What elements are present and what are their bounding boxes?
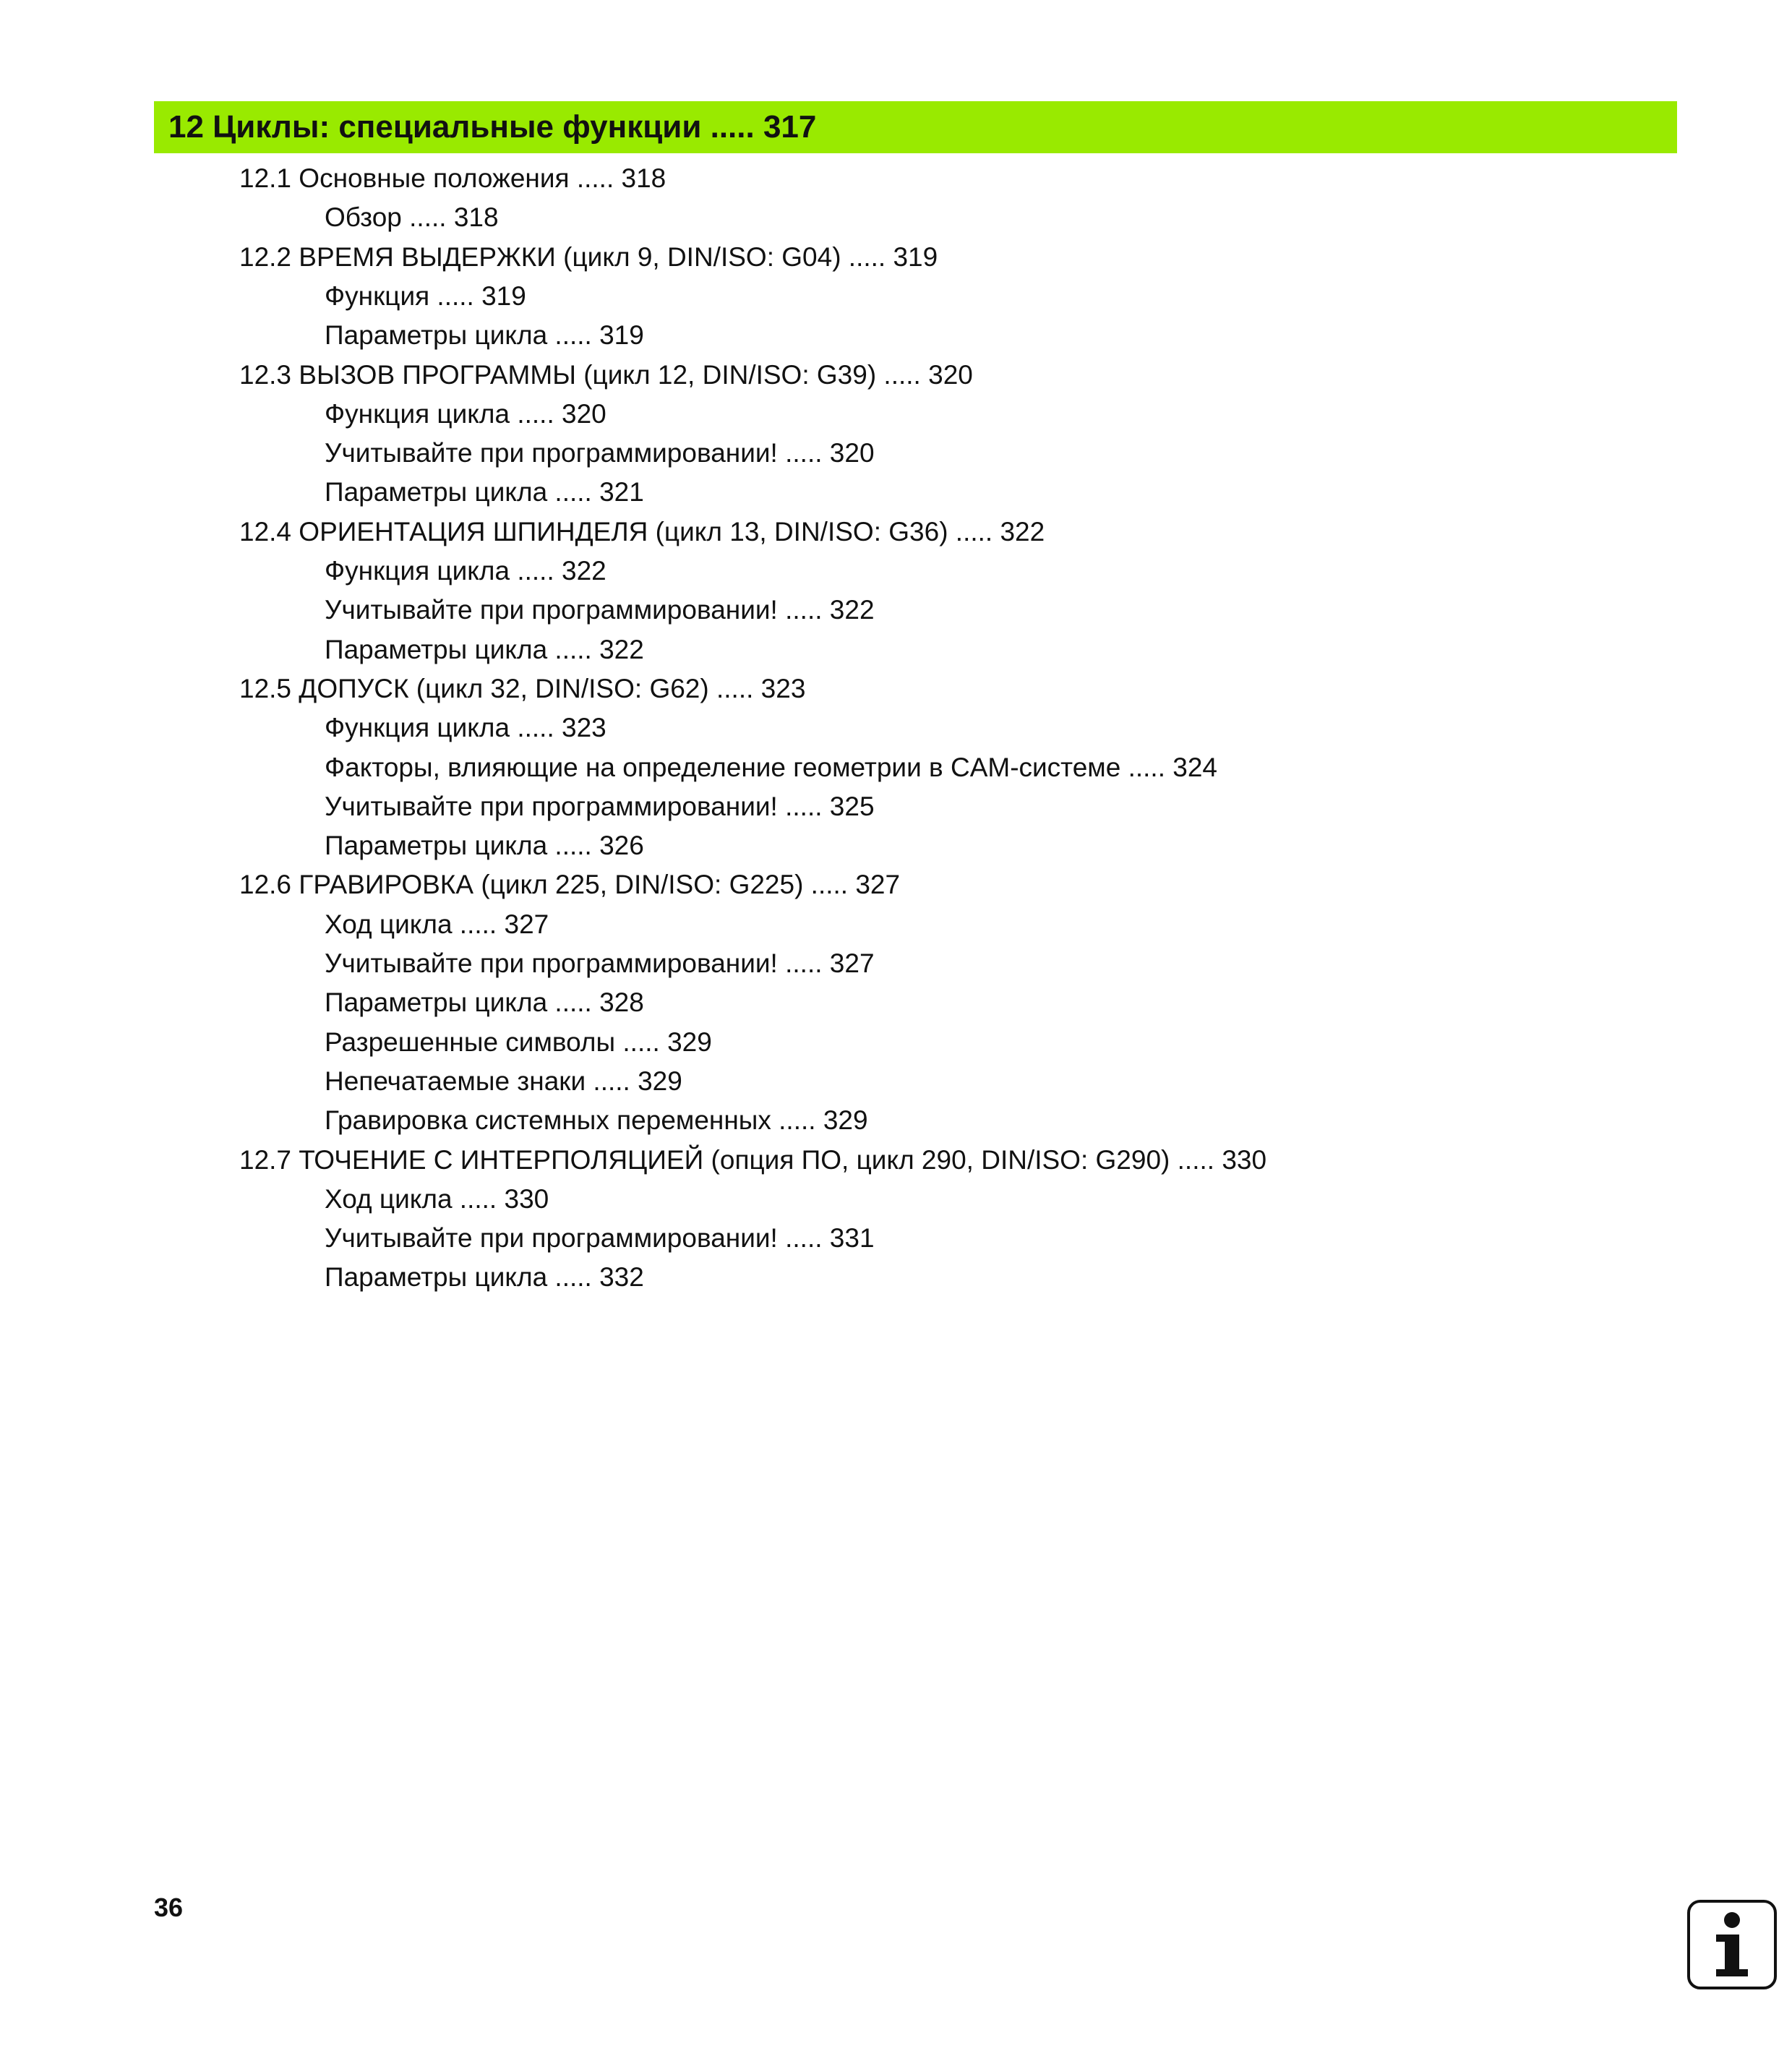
toc-subsection-entry[interactable]: Учитывайте при программировании! ..... 322 xyxy=(325,595,875,625)
toc-subsection-entry[interactable]: Ход цикла ..... 327 xyxy=(325,909,549,939)
toc-subsection-entry[interactable]: Функция ..... 319 xyxy=(325,280,526,311)
toc-section-entry[interactable]: 12.3 ВЫЗОВ ПРОГРАММЫ (цикл 12, DIN/ISO: G39) ..... 320 xyxy=(239,359,973,390)
toc-subsection-entry[interactable]: Разрешенные символы ..... 329 xyxy=(325,1027,712,1057)
toc-subsection-entry[interactable]: Параметры цикла ..... 321 xyxy=(325,477,644,507)
toc-subsection-entry[interactable]: Учитывайте при программировании! ..... 325 xyxy=(325,791,875,821)
toc-subsection-entry[interactable]: Ход цикла ..... 330 xyxy=(325,1183,549,1214)
toc-subsection-entry[interactable]: Гравировка системных переменных ..... 329 xyxy=(325,1105,868,1136)
toc-subsection-entry[interactable]: Параметры цикла ..... 322 xyxy=(325,634,644,664)
toc-subsection-entry[interactable]: Параметры цикла ..... 332 xyxy=(325,1262,644,1293)
toc-section-entry[interactable]: 12.4 ОРИЕНТАЦИЯ ШПИНДЕЛЯ (цикл 13, DIN/ISO: G36) ..... 322 xyxy=(239,516,1045,547)
chapter-heading-bar xyxy=(154,101,1677,153)
toc-subsection-entry[interactable]: Функция цикла ..... 322 xyxy=(325,556,606,586)
toc-section-entry[interactable]: 12.7 ТОЧЕНИЕ С ИНТЕРПОЛЯЦИЕЙ (опция ПО, цикл 290, DIN/ISO: G290) ..... 330 xyxy=(239,1144,1267,1175)
toc-section-entry[interactable]: 12.2 ВРЕМЯ ВЫДЕРЖКИ (цикл 9, DIN/ISO: G04) ..... 319 xyxy=(239,241,938,272)
toc-subsection-entry[interactable]: Параметры цикла ..... 326 xyxy=(325,831,644,861)
toc-subsection-entry[interactable]: Факторы, влияющие на определение геометрии в CAM-системе ..... 324 xyxy=(325,752,1218,782)
toc-section-entry[interactable]: 12.1 Основные положения ..... 318 xyxy=(239,163,666,193)
toc-subsection-entry[interactable]: Учитывайте при программировании! ..... 331 xyxy=(325,1223,875,1254)
page-number: 36 xyxy=(154,1893,184,1922)
toc-subsection-entry[interactable]: Учитывайте при программировании! ..... 320 xyxy=(325,438,875,468)
toc-subsection-entry[interactable]: Функция цикла ..... 323 xyxy=(325,713,606,743)
info-icon-glyph xyxy=(1690,1903,1774,1987)
toc-section-entry[interactable]: 12.6 ГРАВИРОВКА (цикл 225, DIN/ISO: G225) ..... 327 xyxy=(239,870,901,900)
toc-subsection-entry[interactable]: Обзор ..... 318 xyxy=(325,202,499,233)
toc-subsection-entry[interactable]: Учитывайте при программировании! ..... 327 xyxy=(325,948,875,978)
toc-subsection-entry[interactable]: Функция цикла ..... 320 xyxy=(325,398,606,429)
chapter-title[interactable]: 12 Циклы: специальные функции ..... 317 xyxy=(168,109,817,145)
toc-subsection-entry[interactable]: Параметры цикла ..... 328 xyxy=(325,987,644,1018)
toc-section-entry[interactable]: 12.5 ДОПУСК (цикл 32, DIN/ISO: G62) ..... 323 xyxy=(239,673,806,703)
toc-subsection-entry[interactable]: Параметры цикла ..... 319 xyxy=(325,320,644,351)
info-icon xyxy=(1687,1900,1777,1989)
toc-subsection-entry[interactable]: Непечатаемые знаки ..... 329 xyxy=(325,1066,682,1096)
